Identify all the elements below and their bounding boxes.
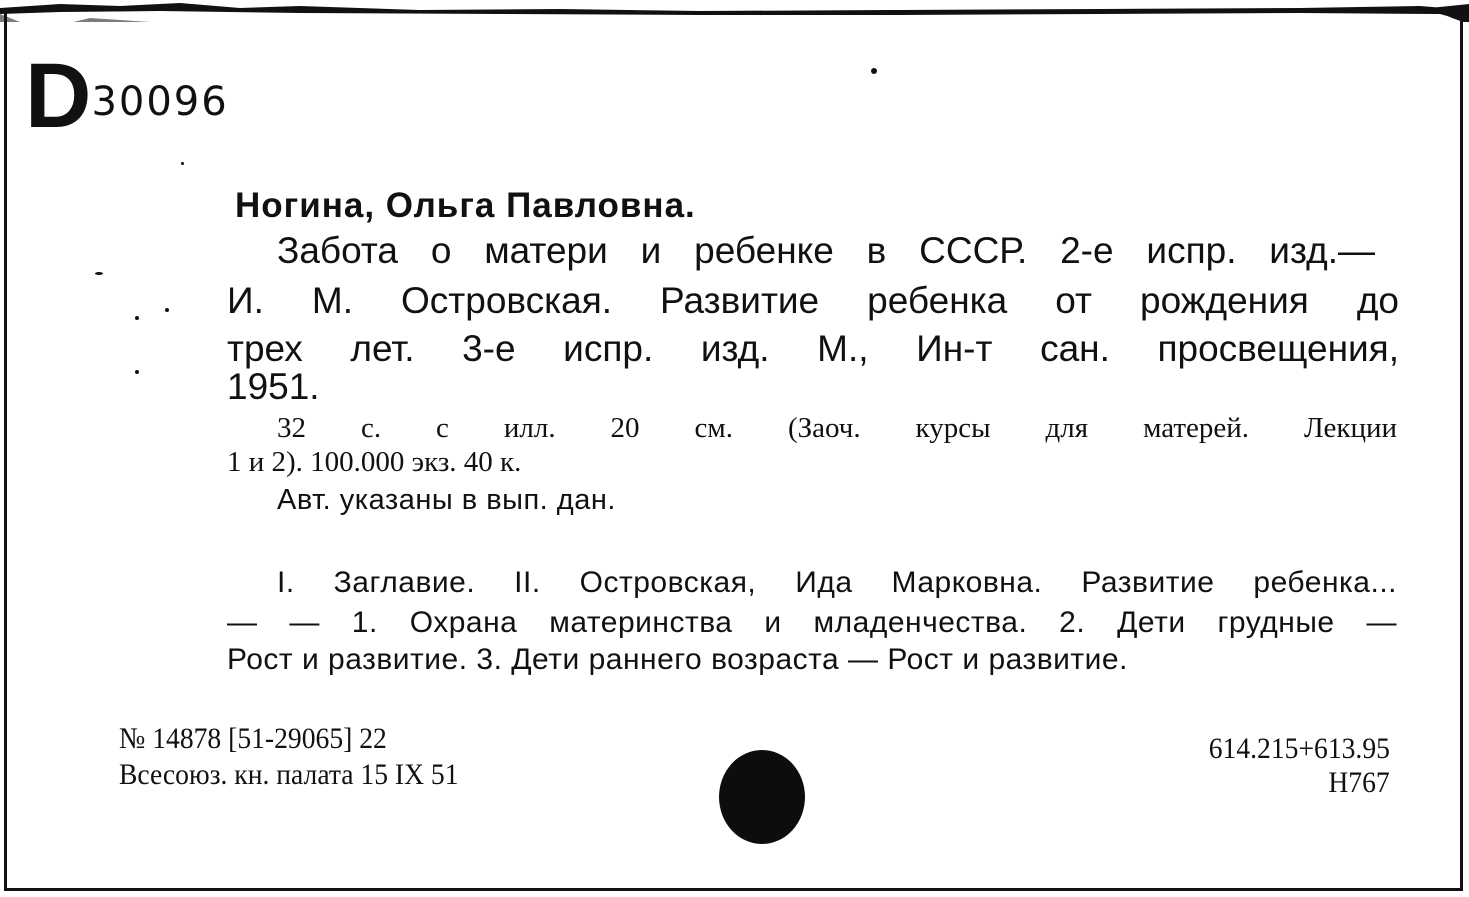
tracing-line: Рост и развитие. 3. Дети раннего возраста — Рост и развитие. — [227, 643, 1128, 676]
title-line: трех лет. 3-е испр. изд. М., Ин-т сан. просвещения, — [227, 328, 1399, 369]
title-line: Забота о матери и ребенке в СССР. 2-е испр. изд.— — [277, 230, 1375, 271]
ink-speck — [165, 308, 169, 312]
ink-speck — [135, 370, 139, 374]
title-line: 1951. — [227, 366, 320, 407]
classification: 614.215+613.95 — [1208, 732, 1390, 765]
tracing-line: — — 1. Охрана материнства и младенчества. 2. Дети грудные — — [227, 606, 1397, 639]
title-line: И. М. Островская. Развитие ребенка от рождения до — [227, 280, 1399, 321]
punch-hole — [719, 750, 805, 844]
ink-speck — [95, 272, 103, 275]
collation-line: 1 и 2). 100.000 экз. 40 к. — [227, 446, 522, 478]
author-mark: Н767 — [1328, 766, 1390, 799]
call-number-letter: D — [25, 45, 90, 147]
collation-line: 32 с. с илл. 20 см. (Заоч. курсы для матерей. Лекции — [277, 412, 1397, 444]
note: Авт. указаны в вып. дан. — [277, 484, 616, 516]
tracing-line: I. Заглавие. II. Островская, Ида Марковна. Развитие ребенка... — [277, 566, 1397, 599]
author-heading: Ногина, Ольга Павловна. — [235, 186, 696, 225]
ink-speck — [181, 162, 184, 165]
record-number: № 14878 [51-29065] 22 — [119, 722, 387, 755]
ink-speck — [135, 316, 139, 320]
catalog-card — [4, 10, 1463, 891]
ink-speck — [871, 68, 877, 74]
issuer: Всесоюз. кн. палата 15 IX 51 — [119, 758, 459, 791]
call-number — [25, 45, 229, 147]
call-number-digits: 30096 — [91, 79, 229, 125]
